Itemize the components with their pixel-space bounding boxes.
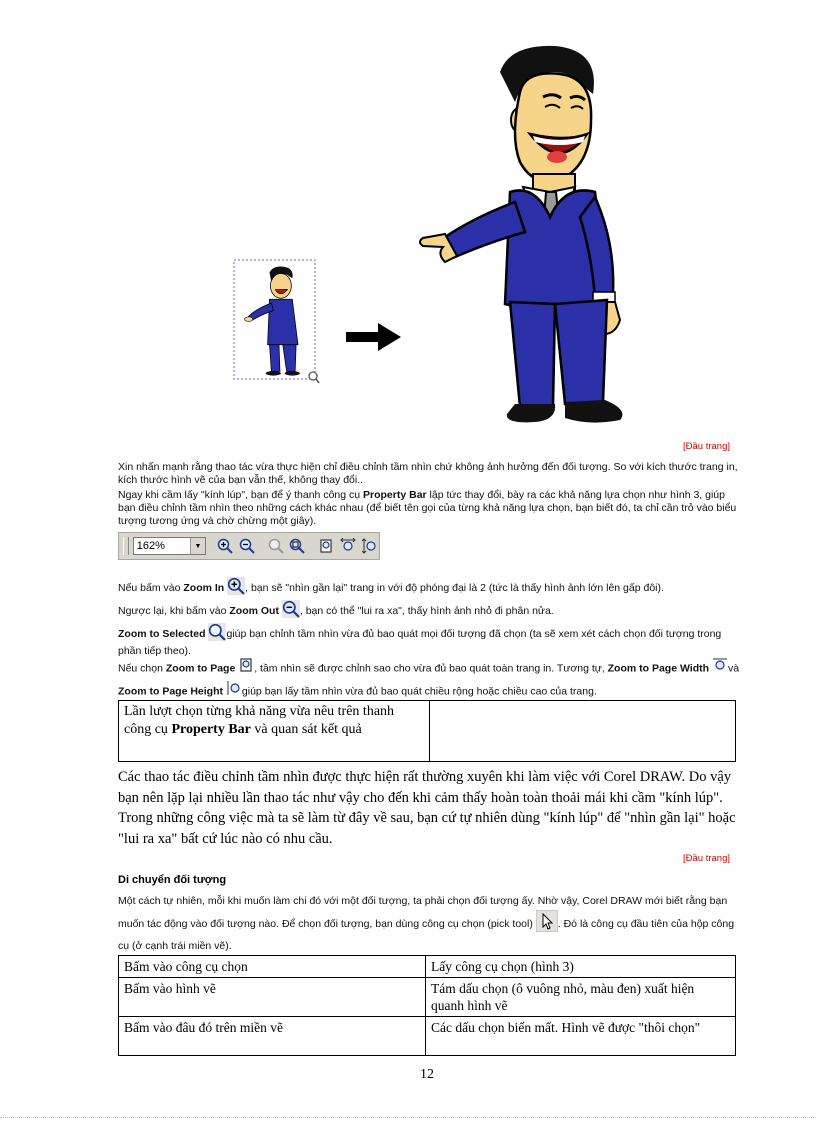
zoom-out-icon (282, 600, 300, 622)
text-run: Nếu bấm vào (118, 581, 184, 594)
property-bar-term: Property Bar (171, 722, 251, 737)
section-title: Di chuyển đối tượng (118, 874, 227, 886)
table-cell: Các dấu chọn biến mất. Hình vẽ được "thôi chọn" (426, 1017, 736, 1056)
zoom-to-page-height-icon[interactable] (360, 536, 379, 556)
text-run: Nếu chọn (118, 662, 166, 675)
chevron-down-icon[interactable]: ▼ (190, 538, 205, 554)
zoom-to-selected-icon (208, 623, 226, 645)
text-run: Lần lượt chọn từng khả năng vừa nêu trên thanh công cụ (124, 704, 395, 737)
paragraph-pick-tool (118, 893, 740, 955)
zoom-property-bar (118, 532, 380, 560)
text-run: . Đó là công cụ đầu tiên của hộp công cụ (ở cạnh trái miền vẽ). (118, 917, 735, 952)
text-run: và quan sát kết quả (250, 722, 362, 737)
text-run: giúp bạn chỉnh tầm nhìn vừa đủ bao quát mọi đối tượng đã chọn (ta sẽ xem xét cách chọn đối tượng trong phần tiếp theo). (118, 627, 722, 657)
text-run: và (727, 662, 740, 675)
zoom-level-value: 162% (136, 540, 165, 552)
table-row (119, 1017, 736, 1056)
table-cell: Lấy công cụ chọn (hình 3) (426, 956, 736, 978)
table-row (119, 701, 736, 762)
zoom-to-page-term: Zoom to Page (165, 662, 236, 675)
exercise-table (118, 700, 736, 762)
text-run: lập tức thay đổi, bày ra các khả năng lựa chọn như hình 3, giúp bạn điều chỉnh tầm nhìn theo những cách khác nhau (để biết tên gọi của từng khả năng lựa chọn, bạn biết đó, ta chỉ cần trỏ vào biểu tượng tương ứng và chờ chừng một giây). (118, 489, 737, 527)
zoom-in-icon (227, 577, 245, 599)
table-cell (430, 701, 736, 762)
table-cell: Bấm vào hình vẽ (119, 978, 426, 1017)
paragraph-zoom-out (118, 600, 740, 622)
zoom-to-page-height-term: Zoom to Page Height (118, 685, 223, 698)
right-arrow-icon (346, 322, 402, 352)
pick-tool-icon (536, 910, 558, 938)
zoom-in-term: Zoom In (183, 581, 225, 594)
large-cartoon-man (415, 42, 630, 427)
text-run: Ngược lại, khi bấm vào (118, 604, 230, 617)
text-run: , tầm nhìn sẽ được chỉnh sao cho vừa đủ bao quát toàn trang in. Tương tự, (254, 662, 608, 675)
toolbar-grip[interactable] (123, 537, 129, 555)
zoom-to-selected-term: Zoom to Selected (118, 627, 206, 640)
table-row (119, 956, 736, 978)
zoom-to-page-width-icon (712, 657, 728, 680)
page-bottom-divider (0, 1117, 816, 1118)
small-cartoon-selected (233, 259, 321, 385)
table-cell: Bấm vào đâu đó trên miền vẽ (119, 1017, 426, 1056)
text-run: , bạn sẽ "nhìn gần lại" trang in với độ phóng đại là 2 (tức là thấy hình ảnh lớn lên gấp đôi). (245, 581, 664, 594)
top-of-page-link[interactable]: [Đầu trang] (683, 853, 730, 864)
zoom-to-page-width-term: Zoom to Page Width (607, 662, 710, 675)
zoom-to-all-icon[interactable] (288, 536, 307, 556)
zoom-level-select[interactable] (133, 537, 206, 555)
top-of-page-link[interactable]: [Đầu trang] (683, 441, 730, 452)
table-cell: Tám dấu chọn (ô vuông nhỏ, màu đen) xuất hiện quanh hình vẽ (426, 978, 736, 1017)
paragraph-zoom-to-page (118, 657, 740, 703)
table-cell: Bấm vào công cụ chọn (119, 956, 426, 978)
zoom-to-page-icon[interactable] (317, 536, 336, 556)
zoom-to-selected-icon[interactable] (266, 536, 285, 556)
paragraph-property-bar (118, 489, 740, 528)
zoom-out-term: Zoom Out (229, 604, 279, 617)
text-run: giúp bạn lấy tầm nhìn vừa đủ bao quát chiều rộng hoặc chiều cao của trang. (241, 685, 597, 698)
zoom-to-page-width-icon[interactable] (339, 536, 358, 556)
zoom-in-icon[interactable] (216, 536, 235, 556)
paragraph-corel-draw-practice: Các thao tác điều chỉnh tầm nhìn được thực hiện rất thường xuyên khi làm việc với Corel DRAW. Do vậy bạn nên lặp lại nhiều lần thao tác như vậy cho đến khi cảm thấy hoàn toàn thoải mái khi cầm "kính lúp". Trong những công việc mà ta sẽ làm từ đây về sau, bạn cứ tự nhiên dùng "kính lúp" để "nhìn gần lại" hoặc "lui ra xa" bất cứ lúc nào có nhu cầu. (118, 769, 736, 847)
page-number: 12 (420, 1067, 434, 1082)
paragraph-zoom-in (118, 577, 740, 599)
paragraph-zoom-note: Xin nhấn mạnh rằng thao tác vừa thực hiện chỉ điều chỉnh tầm nhìn chứ không ảnh hưởng đến đối tượng. So với kích thước trang in, kích thước hình vẽ của bạn vẫn thế, không thay đổi.. (118, 461, 738, 486)
pick-tool-steps-table (118, 955, 736, 1056)
table-row (119, 978, 736, 1017)
text-run: Một cách tự nhiên, mỗi khi muốn làm chi đó với một đối tượng, ta phải chọn đối tượng ấy. Nhờ vậy, Corel DRAW mới biết rằng bạn muốn tác động vào đối tượng nào. Để chọn đối tượng, bạn dùng công cụ chọn (pick tool) (118, 895, 728, 930)
paragraph-zoom-to-selected (118, 623, 740, 658)
table-cell (119, 701, 430, 762)
property-bar-term: Property Bar (363, 489, 427, 501)
text-run: Ngay khi cầm lấy "kính lúp", bạn để ý thanh công cụ (118, 489, 364, 501)
text-run: , bạn có thể "lui ra xa", thấy hình ảnh nhỏ đi phân nửa. (299, 604, 554, 617)
zoom-to-page-icon (238, 657, 254, 680)
zoom-out-icon[interactable] (238, 536, 257, 556)
